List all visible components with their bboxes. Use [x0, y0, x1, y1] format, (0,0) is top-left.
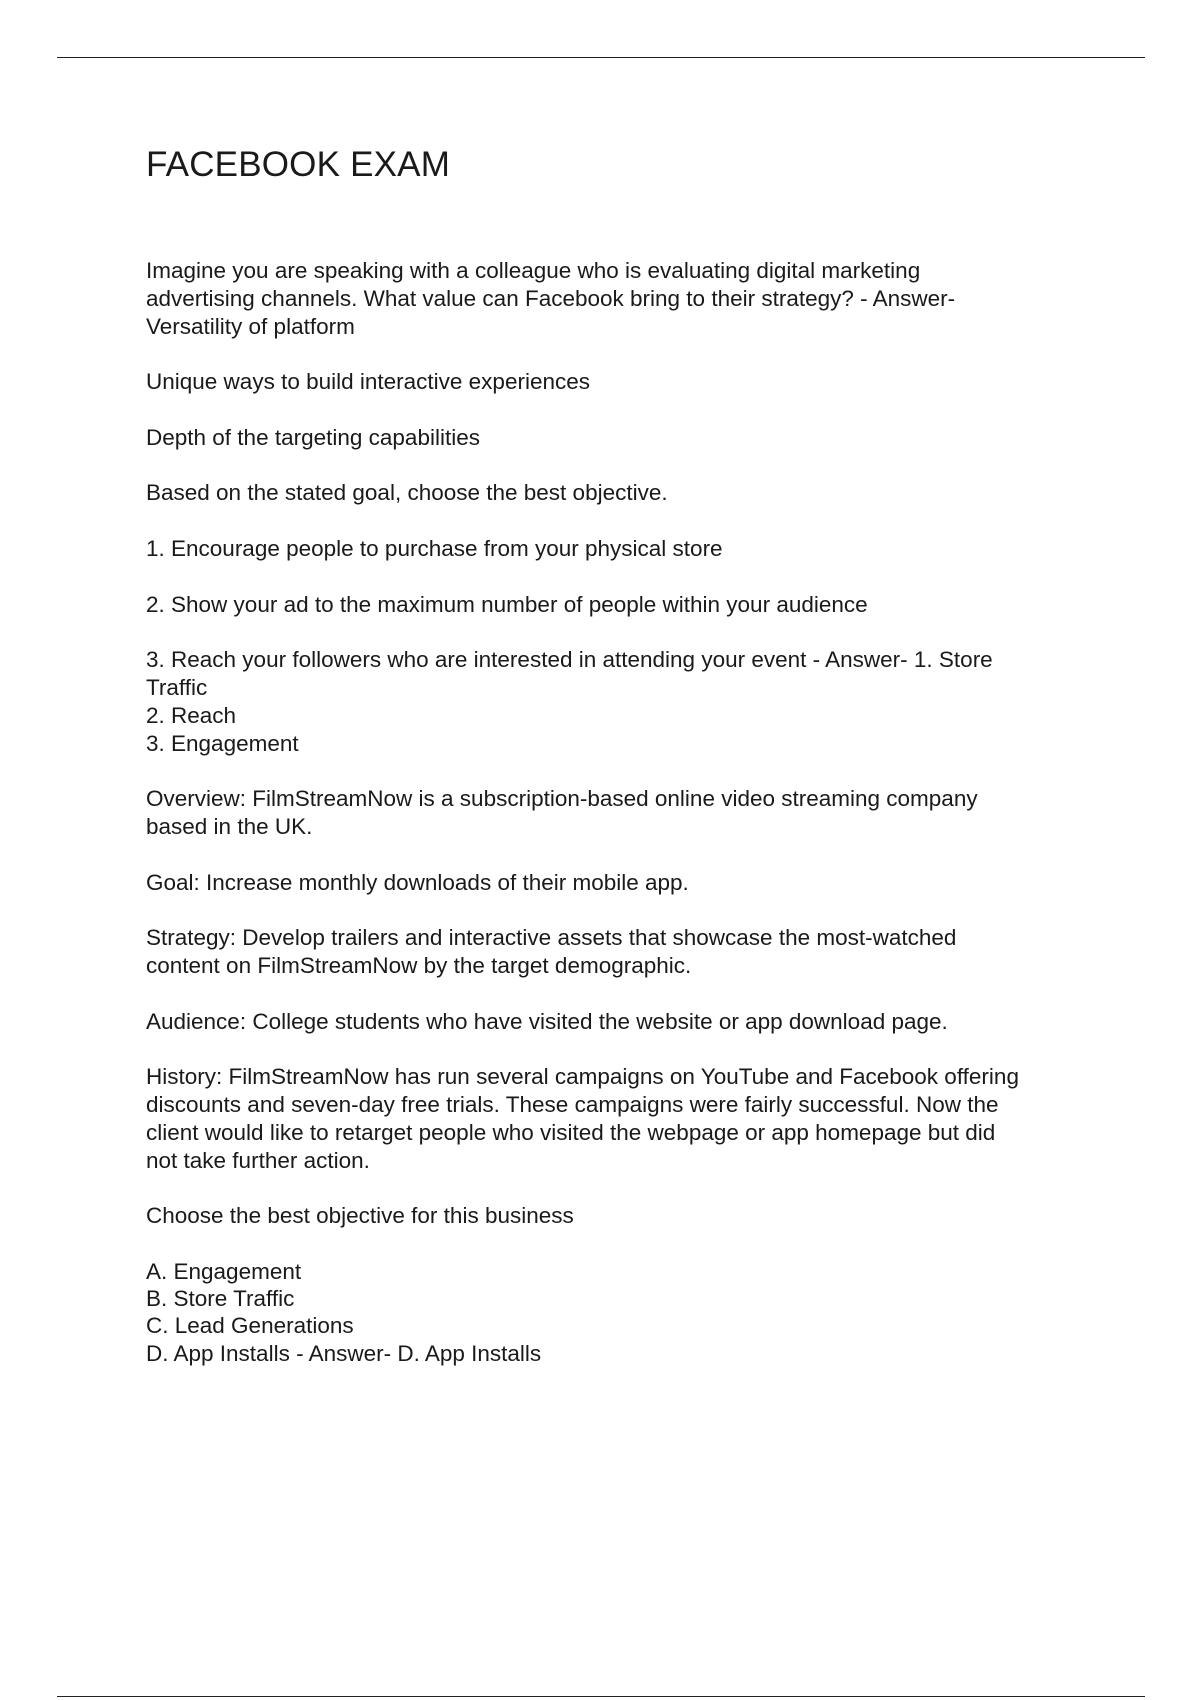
- option-c: C. Lead Generations: [146, 1313, 354, 1338]
- answer-1-line-1: Versatility of platform: [146, 314, 355, 339]
- question-2-item-1: 1. Encourage people to purchase from your physical store: [146, 536, 723, 561]
- question-3-line: Choose the best objective for this business: [146, 1203, 574, 1228]
- answer-2-line-1: Traffic: [146, 675, 208, 700]
- answer-1-line-3: Depth of the targeting capabilities: [146, 425, 480, 450]
- document-title: FACEBOOK EXAM: [146, 145, 451, 184]
- overview-line-1: Overview: FilmStreamNow is a subscription-based online video streaming company: [146, 786, 978, 811]
- option-a: A. Engagement: [146, 1259, 302, 1284]
- strategy-line-2: content on FilmStreamNow by the target demographic.: [146, 953, 692, 978]
- history-line-1: History: FilmStreamNow has run several campaigns on YouTube and Facebook offering: [146, 1064, 1019, 1089]
- history-line-2: discounts and seven-day free trials. These campaigns were fairly successful. Now the: [146, 1092, 999, 1117]
- answer-2-line-2: 2. Reach: [146, 703, 237, 728]
- question-2-line-1: Based on the stated goal, choose the best objective.: [146, 480, 668, 505]
- history-line-3: client would like to retarget people who visited the webpage or app homepage but did: [146, 1120, 996, 1145]
- history-line-4: not take further action.: [146, 1148, 370, 1173]
- bottom-rule: [57, 1696, 1145, 1697]
- strategy-line-1: Strategy: Develop trailers and interactive assets that showcase the most-watched: [146, 925, 957, 950]
- option-b: B. Store Traffic: [146, 1286, 295, 1311]
- goal-line: Goal: Increase monthly downloads of their mobile app.: [146, 870, 689, 895]
- question-2-item-2: 2. Show your ad to the maximum number of people within your audience: [146, 592, 868, 617]
- answer-1-line-2: Unique ways to build interactive experiences: [146, 369, 590, 394]
- option-d-answer: D. App Installs - Answer- D. App Installs: [146, 1341, 542, 1366]
- audience-line: Audience: College students who have visited the website or app download page.: [146, 1009, 948, 1034]
- top-rule: [57, 57, 1145, 58]
- question-1-line-2: advertising channels. What value can Facebook bring to their strategy? - Answer-: [146, 286, 956, 311]
- overview-line-2: based in the UK.: [146, 814, 313, 839]
- question-1-line-1: Imagine you are speaking with a colleague who is evaluating digital marketing: [146, 258, 921, 283]
- question-2-item-3: 3. Reach your followers who are interested in attending your event - Answer- 1. Store: [146, 647, 993, 672]
- answer-2-line-3: 3. Engagement: [146, 731, 299, 756]
